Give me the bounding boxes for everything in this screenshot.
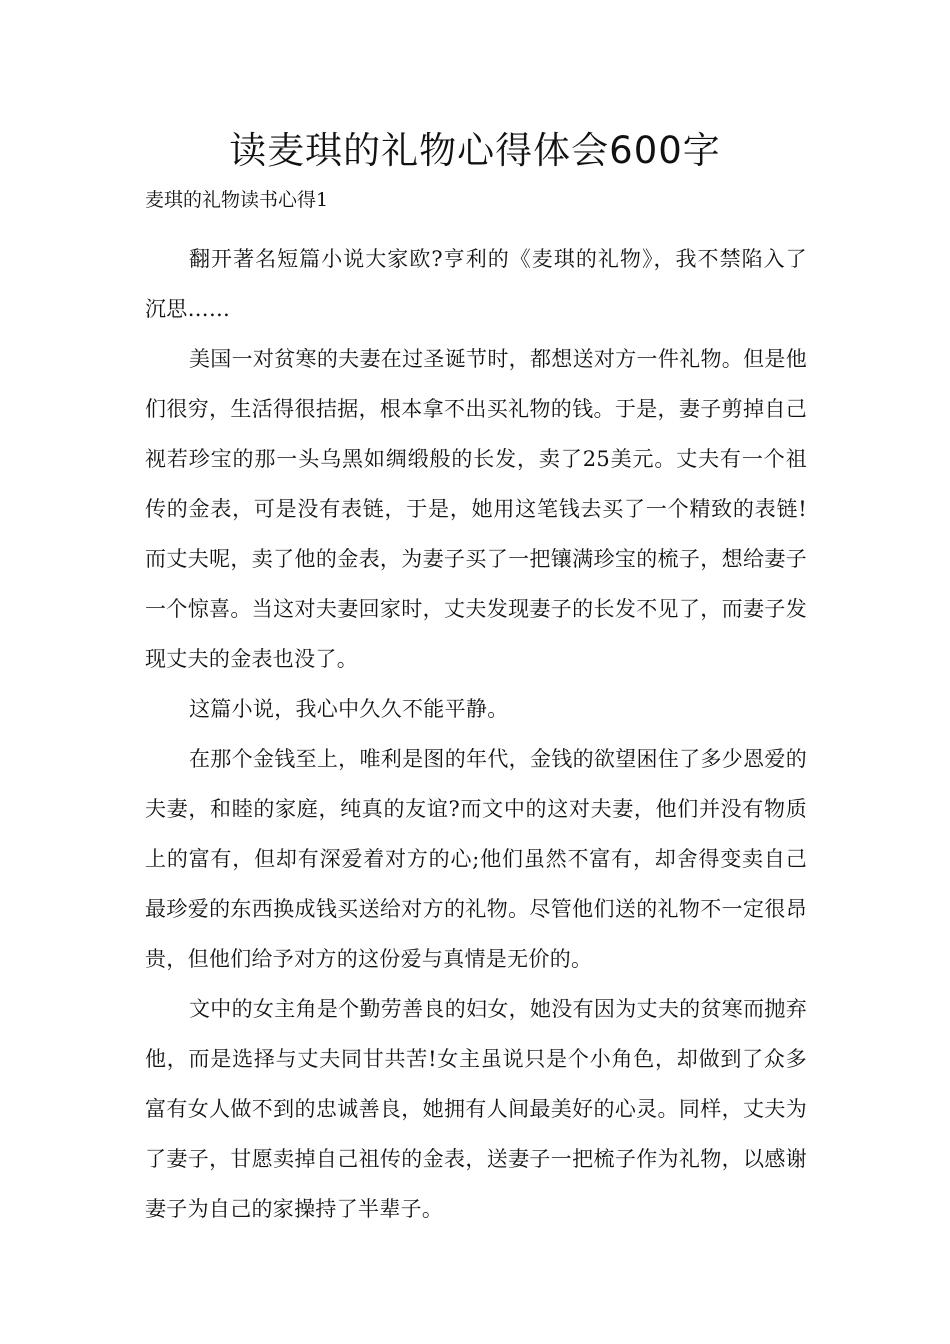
document-body: [145, 234, 807, 1234]
paragraph-3: 这篇小说，我心中久久不能平静。: [189, 697, 509, 721]
paragraph-2: 美国一对贫寒的夫妻在过圣诞节时，都想送对方一件礼物。但是他们很穷，生活得很拮据，根本拿不出买礼物的钱。于是，妻子剪掉自己视若珍宝的那一头乌黑如绸缎般的长发，卖了25美元。丈夫有一个祖传的金表，可是没有表链，于是，她用这笔钱去买了一个精致的表链!而丈夫呢，卖了他的金表，为妻子买了一把镶满珍宝的梳子，想给妻子一个惊喜。当这对夫妻回家时，丈夫发现妻子的长发不见了，而妻子发现丈夫的金表也没了。: [145, 347, 807, 671]
paragraph-5: 文中的女主角是个勤劳善良的妇女，她没有因为丈夫的贫寒而抛弃他，而是选择与丈夫同甘共苦!女主虽说只是个小角色，却做到了众多富有女人做不到的忠诚善良，她拥有人间最美好的心灵。同样，丈夫为了妻子，甘愿卖掉自己祖传的金表，送妻子一把梳子作为礼物，以感谢妻子为自己的家操持了半辈子。: [145, 997, 807, 1221]
document-title: 读麦琪的礼物心得体会600字: [229, 129, 721, 172]
paragraph-1: 翻开著名短篇小说大家欧?亨利的《麦琪的礼物》，我不禁陷入了沉思……: [145, 247, 807, 321]
paragraph-4: 在那个金钱至上，唯利是图的年代，金钱的欲望困住了多少恩爱的夫妻，和睦的家庭，纯真的友谊?而文中的这对夫妻，他们并没有物质上的富有，但却有深爱着对方的心;他们虽然不富有，却舍得变卖自己最珍爱的东西换成钱买送给对方的礼物。尽管他们送的礼物不一定很昂贵，但他们给予对方的这份爱与真情是无价的。: [145, 747, 807, 971]
section-heading: 麦琪的礼物读书心得1: [145, 189, 329, 211]
